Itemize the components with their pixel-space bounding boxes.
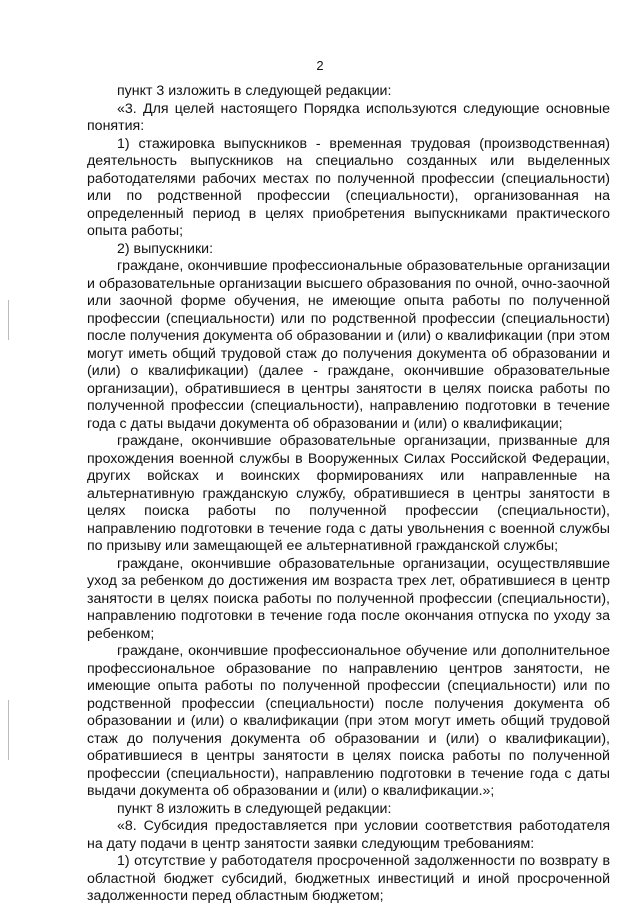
paragraph: граждане, окончившие профессиональные образовательные организации и образовательные организации высшего образования по очной, очно-заочной или заочной форме обучения, не имеющие опыта работы по полученной профессии (специальности) или по родственной профессии (специальности) после получения документа об образовании и (или) о квалификации (при этом могут иметь общий трудовой стаж до получения документа об образовании и (или) о квалификации) (далее - граждане, окончившие образовательные организации), обратившиеся в центры занятости в целях поиска работы по полученной профессии (специальности), направлению подготовки в течение года с даты выдачи документа об образовании и (или) о квалификации; bbox=[87, 258, 610, 432]
paragraph: «3. Для целей настоящего Порядка используются следующие основные понятия: bbox=[87, 100, 610, 134]
page-number: 2 bbox=[316, 58, 324, 73]
paragraph: 1) стажировка выпускников - временная трудовая (производственная) деятельность выпускников на специально созданных или выделенных работодателями рабочих местах по полученной профессии (специальности) или по родственной профессии (специальности), организованная на определенный период в целях приобретения выпускниками практического опыта работы; bbox=[87, 135, 610, 239]
paragraph: граждане, окончившие образовательные организации, осуществлявшие уход за ребенком до достижения им возраста трех лет, обратившиеся в центр занятости в целях поиска работы по полученной профессии (специальности), направлению подготовки в течение года после окончания отпуска по уходу за ребенком; bbox=[87, 555, 610, 642]
paragraph: 2) выпускники: bbox=[117, 240, 214, 257]
paragraph: пункт 3 изложить в следующей редакции: bbox=[117, 83, 392, 99]
document-body bbox=[87, 83, 610, 906]
paragraph: граждане, окончившие образовательные организации, призванные для прохождения военной службы в Вооруженных Силах Российской Федерации, других войсках и воинских формированиях или направленные на альтернативную гражданскую службу, обратившиеся в центры занятости в целях поиска работы по полученной профессии (специальности), направлению подготовки в течение года с даты увольнения с военной службы по призыву или замещающей ее альтернативной гражданской службы; bbox=[87, 433, 610, 554]
paragraph: «8. Субсидия предоставляется при условии соответствия работодателя на дату подачи в центр занятости заявки следующим требованиям: bbox=[87, 818, 610, 852]
paragraph: граждане, окончившие профессиональное обучение или дополнительное профессиональное образование по направлению центров занятости, не имеющие опыта работы по полученной профессии (специальности) или по родственной профессии (специальности) после получения документа об образовании и (или) о квалификации (при этом могут иметь общий трудовой стаж до получения документа об образовании и (или) о квалификации), обратившиеся в центры занятости в целях поиска работы по полученной профессии (специальности), направлению подготовки в течение года с даты выдачи документа об образовании и (или) о квалификации.»; bbox=[87, 643, 610, 799]
paragraph: 1) отсутствие у работодателя просроченной задолженности по возврату в областной бюджет субсидий, бюджетных инвестиций и иной просроченной задолженности перед областным бюджетом; bbox=[87, 853, 610, 904]
scan-margin-line bbox=[8, 300, 9, 340]
scan-margin-line bbox=[8, 700, 9, 760]
paragraph: пункт 8 изложить в следующей редакции: bbox=[117, 800, 392, 817]
